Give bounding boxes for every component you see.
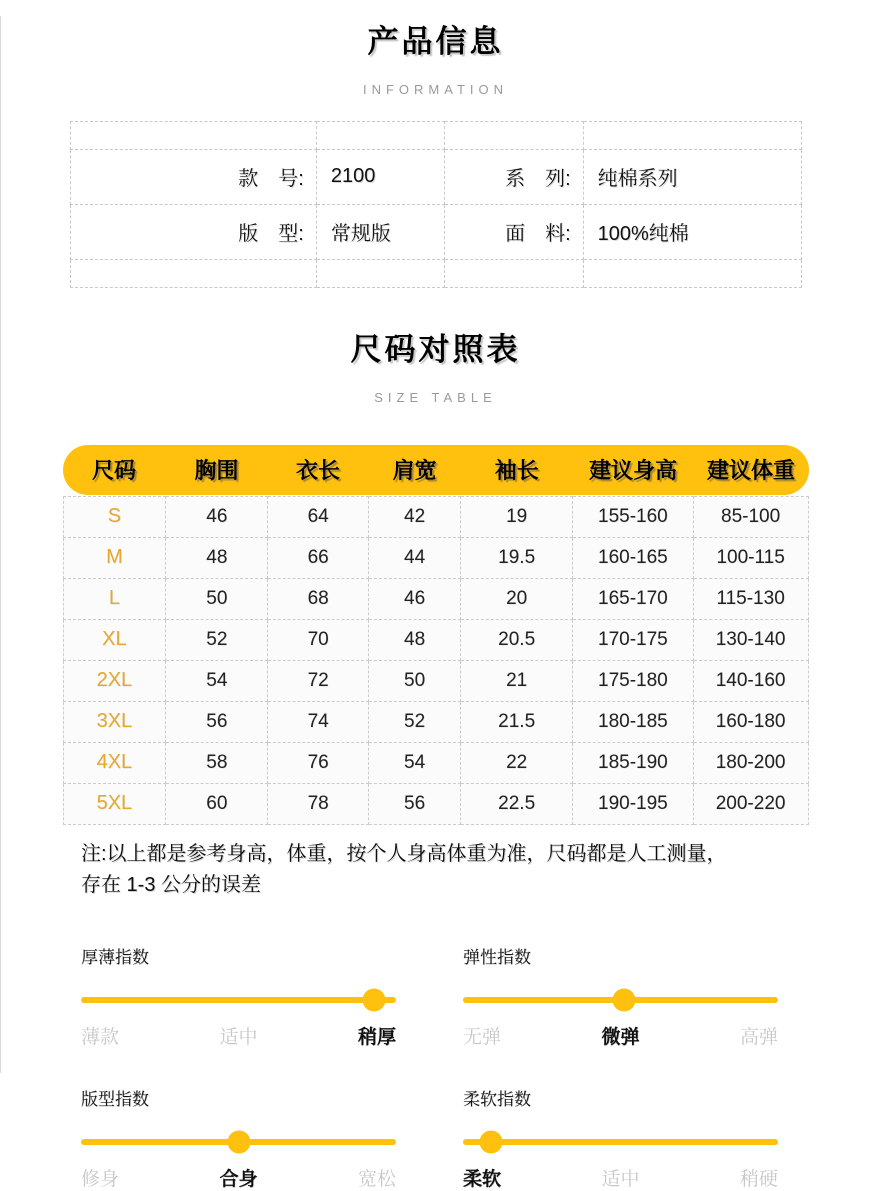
slider-handle[interactable] (362, 988, 385, 1011)
value-cell: 22.5 (461, 783, 573, 824)
scale-label: 稍厚 (357, 1026, 396, 1048)
softness-scale-labels (463, 1164, 778, 1191)
slider-handle[interactable] (612, 988, 635, 1011)
size-note-line2: 存在 1-3 公分的误差 (81, 873, 262, 896)
info-row (70, 204, 801, 259)
size-row-5xl (63, 783, 808, 824)
info-spacer-cell (444, 259, 583, 287)
size-row-xl (63, 619, 808, 660)
value-cell: 42 (368, 496, 460, 537)
slider-handle[interactable] (480, 1130, 503, 1153)
size-chart-title: 尺码对照表 (350, 331, 521, 367)
info-label-fabric: 面 料: (444, 204, 583, 259)
softness-slider (463, 1130, 778, 1154)
value-cell: 170-175 (573, 619, 694, 660)
slider-track (81, 997, 396, 1003)
value-cell: 52 (368, 701, 460, 742)
info-value-style-no: 2100 (316, 149, 444, 204)
info-spacer-row (70, 121, 801, 149)
info-spacer-cell (583, 121, 801, 149)
scale-label: 修身 (81, 1168, 120, 1190)
value-cell: 185-190 (573, 742, 694, 783)
info-spacer-cell (70, 259, 316, 287)
value-cell: 21.5 (461, 701, 573, 742)
index-thickness-title: 厚薄指数 (81, 947, 149, 967)
value-cell: 50 (166, 578, 268, 619)
value-cell: 64 (268, 496, 369, 537)
index-softness (463, 1085, 778, 1191)
value-cell: 50 (368, 660, 460, 701)
index-elasticity-title: 弹性指数 (463, 947, 531, 967)
product-info-title: 产品信息 (367, 24, 504, 59)
value-cell: 22 (461, 742, 573, 783)
size-cell: 4XL (63, 742, 166, 783)
value-cell: 54 (166, 660, 268, 701)
scale-label: 适中 (601, 1168, 640, 1190)
size-row-l (63, 578, 808, 619)
value-cell: 130-140 (693, 619, 808, 660)
scale-label: 适中 (219, 1026, 258, 1048)
value-cell: 72 (268, 660, 369, 701)
scale-label: 微弹 (601, 1026, 640, 1048)
size-row-m (63, 537, 808, 578)
value-cell: 115-130 (693, 578, 808, 619)
size-row-3xl (63, 701, 808, 742)
size-table-header (63, 445, 809, 495)
product-info-section (1, 16, 870, 288)
value-cell: 180-200 (693, 742, 808, 783)
value-cell: 100-115 (693, 537, 808, 578)
col-header-shoulder: 肩宽 (392, 458, 437, 484)
info-spacer-cell (444, 121, 583, 149)
value-cell: 56 (166, 701, 268, 742)
size-note-line1: 注:以上都是参考身高，体重，按个人身高体重为准，尺码都是人工测量， (81, 842, 727, 865)
product-detail-page (1, 16, 870, 1191)
fit-scale-labels (81, 1164, 396, 1191)
value-cell: 68 (268, 578, 369, 619)
product-info-subtitle: INFORMATION (362, 81, 509, 97)
info-label-style-no: 款 号: (70, 149, 316, 204)
size-cell: 3XL (63, 701, 166, 742)
value-cell: 160-180 (693, 701, 808, 742)
thickness-slider (81, 988, 396, 1012)
value-cell: 190-195 (573, 783, 694, 824)
size-chart-subtitle: SIZE TABLE (374, 389, 497, 405)
index-fit (81, 1085, 396, 1191)
info-label-series: 系 列: (444, 149, 583, 204)
value-cell: 44 (368, 537, 460, 578)
col-header-size: 尺码 (91, 458, 136, 484)
index-softness-title: 柔软指数 (463, 1089, 531, 1109)
fit-slider (81, 1130, 396, 1154)
index-thickness (81, 943, 396, 1049)
value-cell: 140-160 (693, 660, 808, 701)
size-cell: 2XL (63, 660, 166, 701)
scale-label: 薄款 (81, 1026, 120, 1048)
value-cell: 58 (166, 742, 268, 783)
scale-label: 合身 (219, 1168, 258, 1190)
value-cell: 19.5 (461, 537, 573, 578)
size-note (81, 839, 810, 901)
value-cell: 66 (268, 537, 369, 578)
col-header-sleeve: 袖长 (494, 458, 539, 484)
elasticity-slider (463, 988, 778, 1012)
size-chart-section (1, 324, 870, 901)
size-table-wrap (63, 445, 809, 825)
index-fit-title: 版型指数 (81, 1089, 149, 1109)
info-spacer-cell (583, 259, 801, 287)
value-cell: 56 (368, 783, 460, 824)
value-cell: 20.5 (461, 619, 573, 660)
size-cell: M (63, 537, 166, 578)
value-cell: 19 (461, 496, 573, 537)
size-row-s (63, 496, 808, 537)
scale-label: 稍硬 (739, 1168, 778, 1190)
value-cell: 175-180 (573, 660, 694, 701)
product-info-table (70, 121, 802, 288)
col-header-chest: 胸围 (194, 458, 239, 484)
slider-track (463, 1139, 778, 1145)
info-value-fabric: 100%纯棉 (583, 204, 801, 259)
value-cell: 20 (461, 578, 573, 619)
size-cell: 5XL (63, 783, 166, 824)
info-value-series: 纯棉系列 (583, 149, 801, 204)
scale-label: 宽松 (357, 1168, 396, 1190)
slider-handle[interactable] (227, 1130, 250, 1153)
value-cell: 21 (461, 660, 573, 701)
value-cell: 54 (368, 742, 460, 783)
value-cell: 48 (166, 537, 268, 578)
size-table (63, 496, 809, 825)
index-elasticity (463, 943, 778, 1049)
value-cell: 74 (268, 701, 369, 742)
value-cell: 46 (166, 496, 268, 537)
value-cell: 48 (368, 619, 460, 660)
info-spacer-cell (70, 121, 316, 149)
info-spacer-cell (316, 121, 444, 149)
value-cell: 60 (166, 783, 268, 824)
value-cell: 46 (368, 578, 460, 619)
size-cell: XL (63, 619, 166, 660)
value-cell: 85-100 (693, 496, 808, 537)
value-cell: 52 (166, 619, 268, 660)
value-cell: 165-170 (573, 578, 694, 619)
info-spacer-row (70, 259, 801, 287)
info-label-fit-type: 版 型: (70, 204, 316, 259)
scale-label: 柔软 (463, 1168, 502, 1190)
value-cell: 160-165 (573, 537, 694, 578)
info-value-fit-type: 常规版 (316, 204, 444, 259)
thickness-scale-labels (81, 1022, 396, 1049)
value-cell: 78 (268, 783, 369, 824)
value-cell: 70 (268, 619, 369, 660)
col-header-length: 衣长 (295, 458, 340, 484)
elasticity-scale-labels (463, 1022, 778, 1049)
value-cell: 155-160 (573, 496, 694, 537)
scale-label: 高弹 (739, 1026, 778, 1048)
size-cell: S (63, 496, 166, 537)
size-row-2xl (63, 660, 808, 701)
col-header-height: 建议身高 (589, 458, 678, 484)
info-spacer-cell (316, 259, 444, 287)
col-header-weight: 建议体重 (706, 458, 795, 484)
info-row (70, 149, 801, 204)
value-cell: 180-185 (573, 701, 694, 742)
value-cell: 200-220 (693, 783, 808, 824)
size-row-4xl (63, 742, 808, 783)
size-cell: L (63, 578, 166, 619)
fabric-indices-section (81, 943, 870, 1191)
scale-label: 无弹 (463, 1026, 502, 1048)
value-cell: 76 (268, 742, 369, 783)
